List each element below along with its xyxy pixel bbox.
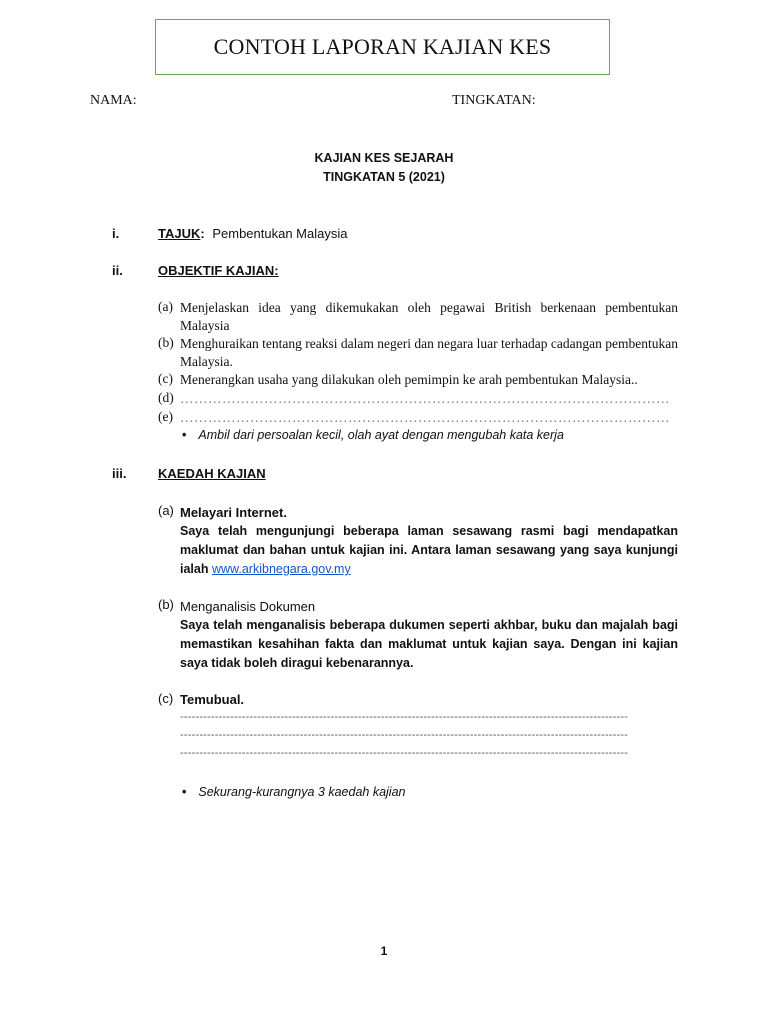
- objective-item: [158, 335, 678, 371]
- objective-item-label: (a): [158, 299, 173, 314]
- objective-item-label: (c): [158, 371, 173, 386]
- nama-label: NAMA:: [90, 93, 137, 108]
- section-2: [158, 263, 279, 278]
- method-description: Saya telah menganalisis beberapa dukumen seperti akhbar, buku dan majalah bagi memastikan kesahihan fakta dan maklumat untuk kajian saya. Dengan ini kajian saya tidak boleh diragui kebenarannya.: [180, 618, 678, 670]
- heading-line-2: TINGKATAN 5 (2021): [323, 170, 445, 184]
- objective-item-label: (b): [158, 335, 174, 350]
- section-3: [158, 466, 266, 481]
- section-3-label: KAEDAH KAJIAN: [158, 466, 266, 481]
- heading-line-1: KAJIAN KES SEJARAH: [314, 151, 454, 165]
- answer-line: --------------------------------------------------------------------------------------------------------------------: [180, 711, 629, 723]
- method-note: [182, 785, 405, 799]
- section-1-value: Pembentukan Malaysia: [212, 226, 348, 241]
- objective-item-text: Menghuraikan tentang reaksi dalam negeri dan negara luar terhadap cadangan pembentukan Malaysia.: [180, 336, 678, 369]
- title-box: [155, 19, 610, 75]
- objective-item: [158, 371, 678, 389]
- page-number: 1: [380, 944, 388, 958]
- method-description: [180, 522, 678, 579]
- objective-item-text: Menerangkan usaha yang dilakukan oleh pemimpin ke arah pembentukan Malaysia..: [180, 372, 638, 387]
- section-1: [158, 226, 347, 241]
- method-item: [158, 691, 678, 711]
- arkib-negara-link[interactable]: www.arkibnegara.gov.my: [211, 562, 351, 576]
- method-item-label: (a): [158, 503, 174, 518]
- section-1-colon: :: [200, 226, 205, 241]
- method-title: Melayari Internet.: [180, 505, 287, 520]
- objective-item: [158, 390, 678, 408]
- method-item: [158, 503, 678, 583]
- objective-note-text: Ambil dari persoalan kecil, olah ayat dengan mengubah kata kerja: [198, 428, 564, 442]
- objective-item-label: (e): [158, 409, 173, 424]
- method-item-label: (c): [158, 691, 174, 706]
- answer-line: --------------------------------------------------------------------------------------------------------------------: [180, 729, 629, 741]
- method-title: Menganalisis Dokumen: [180, 599, 316, 614]
- answer-line: --------------------------------------------------------------------------------------------------------------------: [180, 747, 629, 759]
- method-item: [158, 597, 678, 677]
- objective-item: [158, 409, 678, 427]
- objective-item: [158, 299, 678, 335]
- bullet-icon: •: [182, 428, 187, 442]
- section-1-label: TAJUK: [158, 226, 201, 241]
- document-title: CONTOH LAPORAN KAJIAN KES: [213, 34, 552, 59]
- objective-item-label: (d): [158, 390, 174, 405]
- objective-item-text: Menjelaskan idea yang dikemukakan oleh pegawai British berkenaan pembentukan Malaysia: [180, 300, 678, 333]
- method-description-text: Saya telah mengunjungi beberapa laman sesawang rasmi bagi mendapatkan maklumat dan bahan untuk kajian ini. Antara laman sesawang yang saya kunjungi ialah: [180, 524, 678, 576]
- method-item-label: (b): [158, 597, 174, 612]
- section-1-number: i.: [112, 226, 120, 241]
- section-2-label: OBJEKTIF KAJIAN:: [158, 263, 279, 278]
- objective-item-placeholder: ……………………………………………………………………………………………: [180, 410, 670, 425]
- objective-item-placeholder: ……………………………………………………………………………………………: [180, 391, 670, 406]
- section-3-number: iii.: [112, 466, 127, 481]
- method-title: Temubual.: [180, 692, 245, 707]
- tingkatan-label: TINGKATAN:: [452, 93, 536, 108]
- method-note-text: Sekurang-kurangnya 3 kaedah kajian: [198, 785, 406, 799]
- objective-note: [182, 428, 564, 442]
- section-2-number: ii.: [112, 263, 123, 278]
- bullet-icon: •: [182, 785, 187, 799]
